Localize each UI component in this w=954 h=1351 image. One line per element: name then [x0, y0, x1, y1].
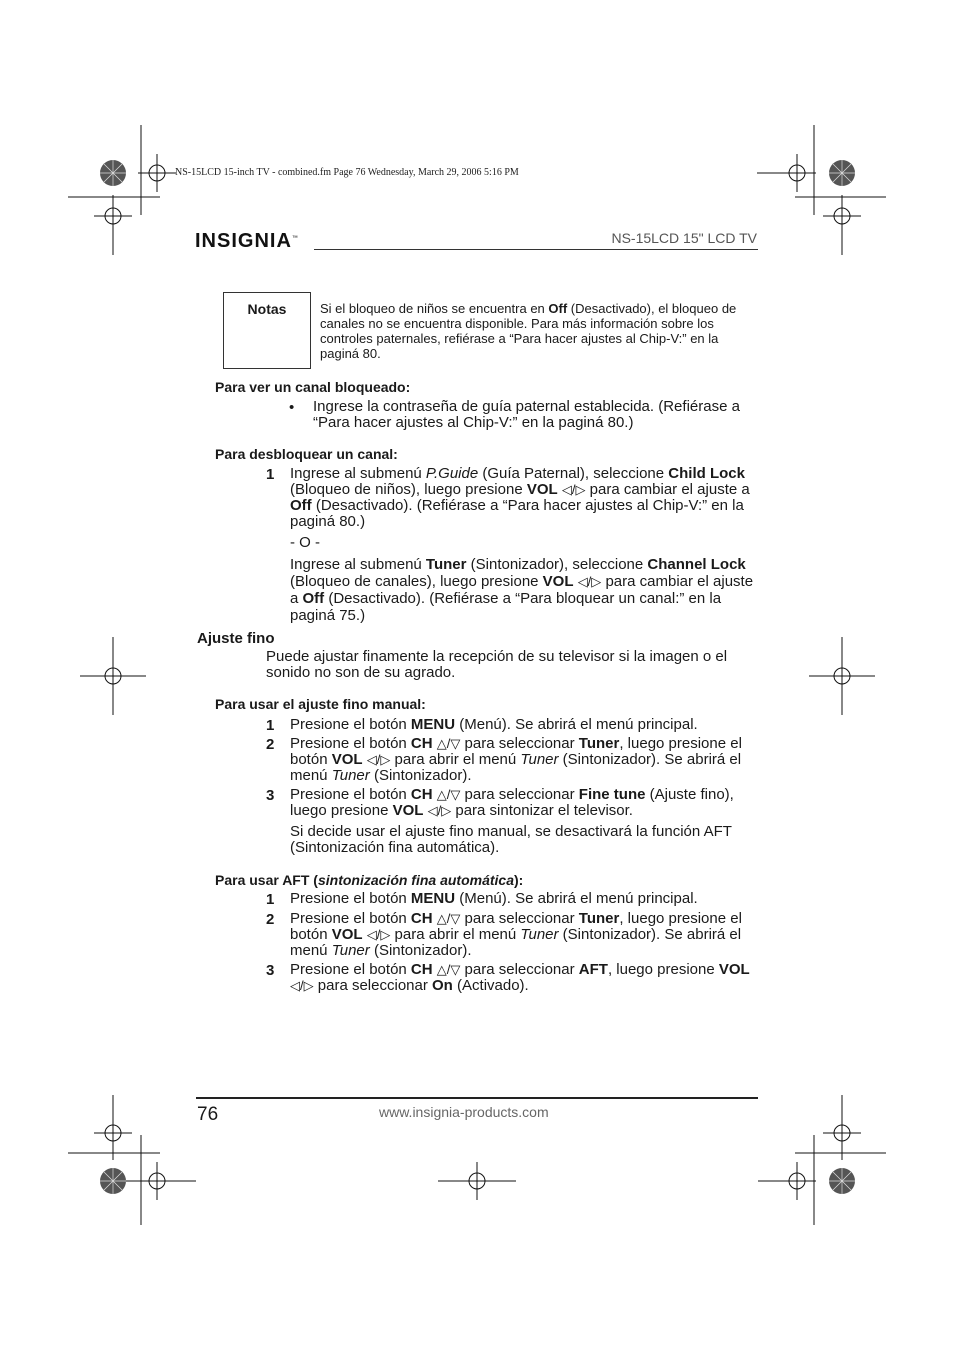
footer-rule	[196, 1097, 758, 1099]
insignia-logo	[195, 230, 299, 253]
heading-manual-fine-tune: Para usar el ajuste fino manual:	[215, 696, 426, 712]
step-number: 1	[266, 466, 275, 483]
aft-step-1: Presione el botón MENU (Menú). Se abrirá el menú principal.	[290, 890, 698, 907]
step-number: 2	[266, 911, 275, 928]
page-number: 76	[197, 1104, 219, 1125]
aft-step-3: Presione el botón CH △/▽ para seleccionar AFT, luego presione VOL ◁/▷ para seleccionar On (Activado).	[290, 961, 750, 994]
fine-tune-intro: Puede ajustar finamente la recepción de su televisor si la imagen o el sonido no son de su agrado.	[266, 648, 728, 681]
heading-aft: Para usar AFT (sintonización fina automática):	[215, 872, 524, 888]
heading-unblock: Para desbloquear un canal:	[215, 446, 398, 462]
manual-note: Si decide usar el ajuste fino manual, se desactivará la función AFT (Sintonización fina automática).	[290, 823, 732, 856]
step-number: 3	[266, 787, 275, 804]
website-url: www.insignia-products.com	[379, 1104, 549, 1120]
header-rule	[314, 249, 758, 250]
bullet: •	[289, 399, 295, 416]
print-header: NS-15LCD 15-inch TV - combined.fm Page 76 Wednesday, March 29, 2006 5:16 PM	[175, 167, 519, 178]
step-number: 1	[266, 717, 275, 734]
note-label: Notas	[247, 301, 287, 317]
view-blocked-text: Ingrese la contraseña de guía paternal establecida. (Refiérase a “Para hacer ajustes al Chip-V:” en la paginá 80.)	[313, 398, 740, 431]
logo-trademark: ™	[291, 235, 299, 242]
heading-view-blocked: Para ver un canal bloqueado:	[215, 379, 411, 395]
manual-step-2: Presione el botón CH △/▽ para seleccionar Tuner, luego presione el botón VOL ◁/▷ para abrir el menú Tuner (Sintonizador). Se abrirá el menú Tuner (Sintonizador).	[290, 735, 742, 784]
manual-step-3: Presione el botón CH △/▽ para seleccionar Fine tune (Ajuste fino), luego presione VOL ◁/▷ para sintonizar el televisor.	[290, 786, 734, 819]
aft-step-2: Presione el botón CH △/▽ para seleccionar Tuner, luego presione el botón VOL ◁/▷ para abrir el menú Tuner (Sintonizador). Se abrirá el menú Tuner (Sintonizador).	[290, 910, 742, 959]
note-text: Si el bloqueo de niños se encuentra en Off (Desactivado), el bloqueo de canales no se encuentra disponible. Para más información sobre los controles paternales, refiérase a “Para hacer ajustes al Chip-V:” en la paginá 80.	[320, 301, 737, 361]
logo-text: INSIGNIA	[195, 230, 292, 252]
model-title: NS-15LCD 15" LCD TV	[611, 230, 757, 246]
step-number: 2	[266, 736, 275, 753]
step-number: 1	[266, 891, 275, 908]
heading-fine-tune: Ajuste fino	[197, 630, 275, 647]
or-separator: - O -	[290, 534, 320, 551]
unblock-step-1: Ingrese al submenú P.Guide (Guía Paternal), seleccione Child Lock (Bloqueo de niños), luego presione VOL ◁/▷ para cambiar el ajuste a Off (Desactivado). (Refiérase a “Para hacer ajustes al Chip-V:” en la paginá 80.)	[290, 465, 750, 530]
manual-step-1: Presione el botón MENU (Menú). Se abrirá el menú principal.	[290, 716, 698, 733]
step-number: 3	[266, 962, 275, 979]
unblock-step-alt: Ingrese al submenú Tuner (Sintonizador), seleccione Channel Lock (Bloqueo de canales), luego presione VOL ◁/▷ para cambiar el ajuste a Off (Desactivado). (Refiérase a “Para bloquear un canal:” en la paginá 75.)	[290, 556, 754, 624]
